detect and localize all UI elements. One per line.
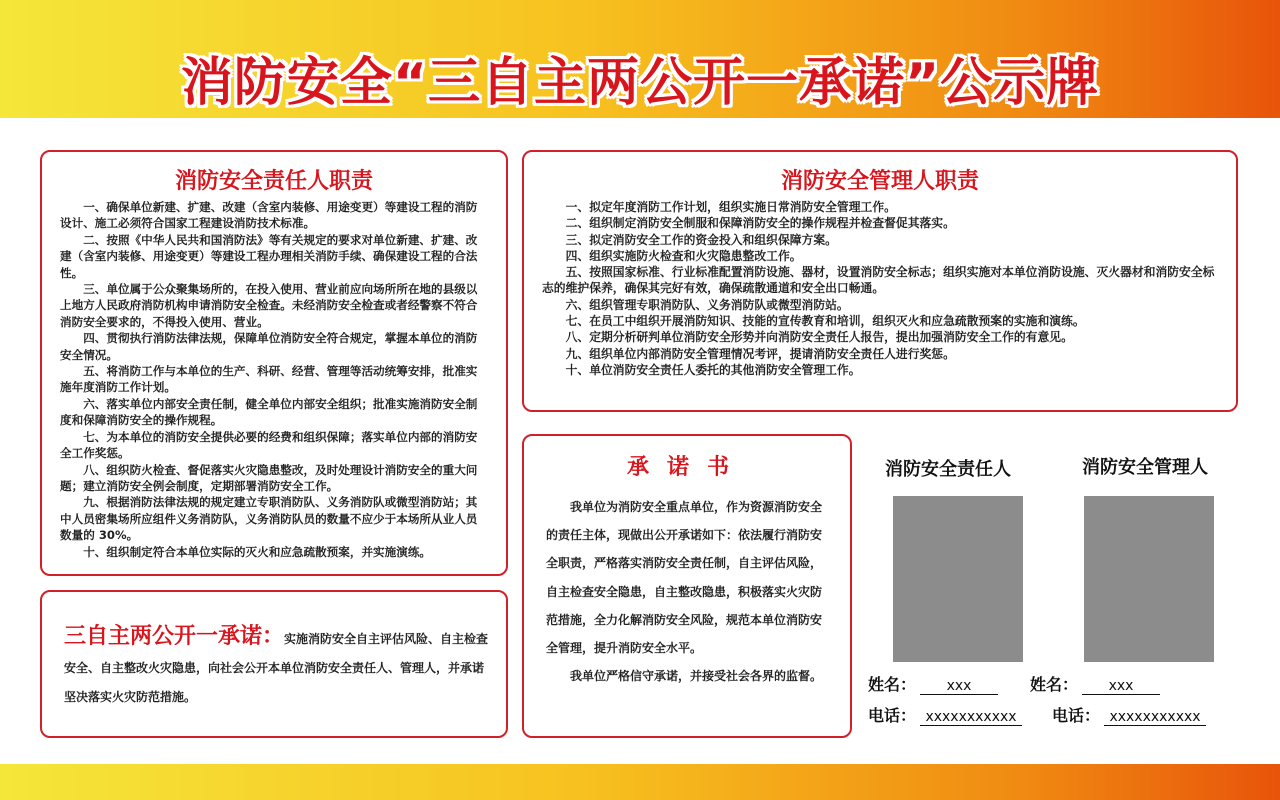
responsible-name-field (868, 672, 998, 695)
responsible-duty-item: 四、贯彻执行消防法律法规，保障单位消防安全符合规定，掌握本单位的消防安全情况。 (60, 331, 478, 362)
responsible-duty-item: 三、单位属于公众聚集场所的，在投入使用、营业前应向场所所在地的县级以上地方人民政府消防机构申请消防安全检查。未经消防安全检查或者经警察不符合消防安全要求的，不得投入使用、营业。 (60, 282, 478, 329)
name-label: 姓名： (868, 675, 917, 694)
responsible-duty-item: 十、组织制定符合本单位实际的灭火和应急疏散预案，并实施演练。 (83, 544, 432, 559)
pledge-paragraph-1: 我单位为消防安全重点单位，作为资源消防安全的责任主体，现做出公开承诺如下：依法履行消防安全职责，严格落实消防安全责任制，自主评估风险，自主检查安全隐患，自主整改隐患，积极落实火灾防范措施，全力化解消防安全风险，规范本单位消防安全管理，提升消防安全水平。 (546, 500, 823, 656)
responsible-duty-item: 五、将消防工作与本单位的生产、科研、经营、管理等活动统筹安排，批准实施年度消防工作计划。 (60, 364, 478, 395)
responsible-phone-value: xxxxxxxxxxx (920, 709, 1022, 726)
manager-duty-item: 六、组织管理专职消防队、义务消防队或微型消防站。 (565, 297, 849, 312)
manager-duty-item: 七、在员工中组织开展消防知识、技能的宣传教育和培训，组织灭火和应急疏散预案的实施和演练。 (565, 314, 1085, 329)
responsible-person-label: 消防安全责任人 (885, 459, 1011, 480)
manager-person-label: 消防安全管理人 (1082, 457, 1208, 478)
responsible-duties-panel (40, 150, 508, 576)
three-autonomy-title: 三自主两公开一承诺： (64, 624, 285, 649)
manager-duty-item: 一、拟定年度消防工作计划，组织实施日常消防安全管理工作。 (565, 200, 896, 214)
responsible-duty-item: 一、确保单位新建、扩建、改建（含室内装修、用途变更）等建设工程的消防设计、施工必须符合国家工程建设消防技术标准。 (60, 200, 478, 231)
responsible-duties-title: 消防安全责任人职责 (174, 169, 373, 194)
responsible-duty-item: 七、为本单位的消防安全提供必要的经费和组织保障；落实单位内部的消防安全工作奖惩。 (60, 429, 478, 461)
manager-duties-title: 消防安全管理人职责 (780, 169, 979, 194)
name-label: 姓名： (1030, 675, 1079, 694)
manager-duty-item: 二、组织制定消防安全制服和保障消防安全的操作规程并检查督促其落实。 (565, 216, 955, 231)
responsible-duty-item: 二、按照《中华人民共和国消防法》等有关规定的要求对单位新建、扩建、改建（含室内装修、用途变更）等建设工程办理相关消防手续、确保建设工程的合法性。 (60, 232, 478, 280)
manager-duty-item: 五、按照国家标准、行业标准配置消防设施、器材，设置消防安全标志；组织实施对本单位消防设施、灭火器材和消防安全标志的维护保养，确保其完好有效，确保疏散通道和安全出口畅通。 (542, 265, 1215, 296)
pledge-panel (522, 434, 852, 738)
manager-duties-list (542, 199, 1218, 378)
header-divider (0, 118, 1280, 132)
three-autonomy-body: 实施消防安全自主评估风险、自主检查安全、自主整改火灾隐患，向社会公开本单位消防安全责任人、管理人，并承诺坚决落实火灾防范措施。 (64, 632, 489, 704)
responsible-person-photo (893, 496, 1023, 662)
responsible-duty-item: 八、组织防火检查、督促落实火灾隐患整改，及时处理设计消防安全的重大问题；建立消防安全例会制度，定期部署消防安全工作。 (60, 462, 478, 493)
responsible-duty-item: 六、落实单位内部安全责任制，健全单位内部安全组织；批准实施消防安全制度和保障消防安全的操作规程。 (60, 396, 478, 428)
pledge-paragraph-2: 我单位严格信守承诺，并接受社会各界的监督。 (570, 669, 823, 684)
manager-person-photo (1084, 496, 1214, 662)
footer-banner (0, 764, 1280, 800)
responsible-phone-field (868, 703, 1022, 726)
manager-name-field (1030, 672, 1160, 695)
three-autonomy-panel (40, 590, 508, 738)
manager-duty-item: 八、定期分析研判单位消防安全形势并向消防安全责任人报告，提出加强消防安全工作的有意见。 (565, 330, 1073, 345)
pledge-text (546, 493, 828, 690)
manager-phone-value: xxxxxxxxxxx (1104, 709, 1206, 726)
manager-phone-field (1052, 703, 1206, 726)
responsible-name-value: xxx (920, 678, 998, 695)
pledge-title: 承诺书 (626, 455, 747, 480)
manager-duty-item: 十、单位消防安全责任人委托的其他消防安全管理工作。 (565, 362, 861, 377)
responsible-duty-item: 九、根据消防法律法规的规定建立专职消防队、义务消防队或微型消防站；其中人员密集场所应组件义务消防队，义务消防队员的数量不应少于本场所从业人员数量的 30%。 (60, 495, 478, 543)
manager-duty-item: 四、组织实施防火检查和火灾隐患整改工作。 (565, 248, 802, 263)
responsible-duties-list (60, 199, 488, 560)
phone-label: 电话： (1052, 706, 1101, 725)
manager-name-value: xxx (1082, 678, 1160, 695)
manager-duty-item: 九、组织单位内部消防安全管理情况考评，提请消防安全责任人进行奖惩。 (565, 346, 955, 361)
phone-label: 电话： (868, 706, 917, 725)
manager-duty-item: 三、拟定消防安全工作的资金投入和组织保障方案。 (565, 232, 837, 247)
manager-duties-panel (522, 150, 1238, 412)
three-autonomy-text (64, 622, 490, 712)
page-title: 消防安全“三自主两公开一承诺”公示牌 (180, 53, 1100, 113)
